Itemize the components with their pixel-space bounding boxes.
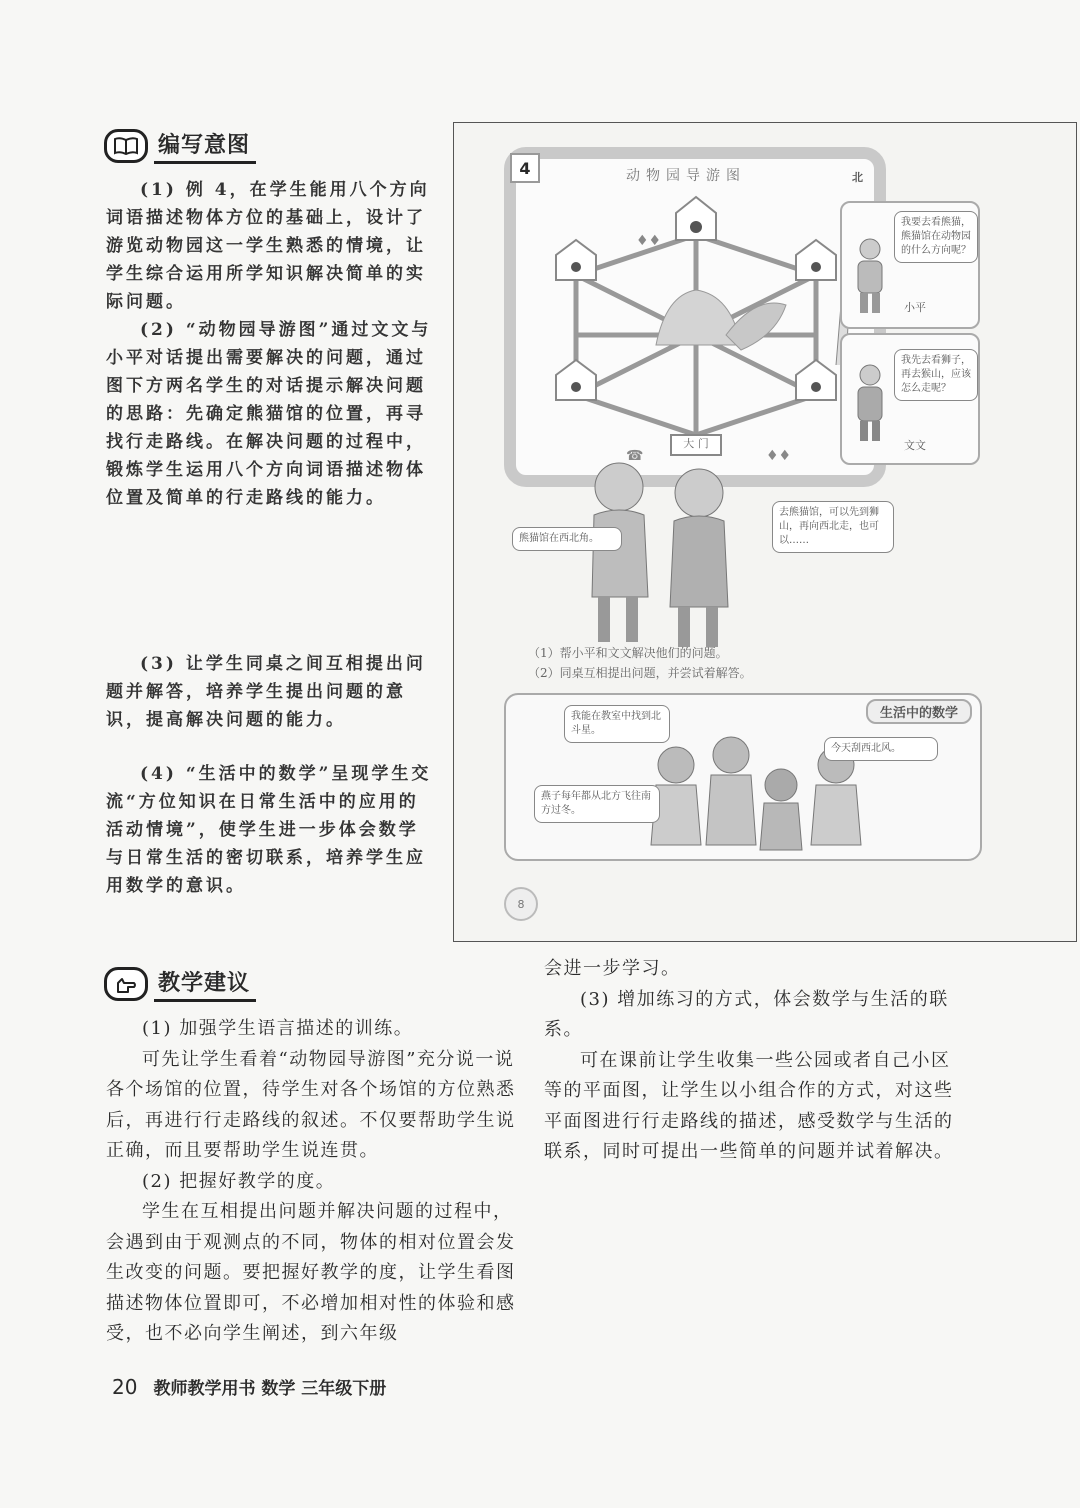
map-title: 动物园导游图	[626, 168, 746, 184]
intent-paragraph-3-wrap	[106, 650, 432, 734]
wenwen-name: 文文	[904, 439, 926, 452]
intent-paragraph-2: (2) “动物园导游图”通过文文与小平对话提出需要解决的问题，通过图下方两名学生的对话提示解决问题的思路：先确定熊猫馆的位置，再寻找行走路线。在解决问题的过程中，锻炼学生运用八个方向词语描述物体位置及简单的行走路线的能力。	[106, 320, 432, 508]
suggestion-right-column	[544, 954, 964, 1168]
north-label: 北	[852, 171, 863, 184]
intent-paragraph-4-wrap	[106, 760, 432, 900]
xiaoping-panel	[840, 201, 980, 329]
xiaoping-name: 小平	[904, 301, 926, 314]
life-math-panel	[504, 693, 982, 861]
life-math-title: 生活中的数学	[866, 699, 972, 724]
page-footer	[112, 1374, 386, 1399]
hand-pointer-icon	[104, 967, 148, 1001]
suggestion-right-paragraph-3: 可在课前让学生收集一些公园或者自己小区等的平面图，让学生以小组合作的方式，对这些平面图进行行走路线的描述，感受数学与生活的联系，同时可提出一些简单的问题并试着解决。	[544, 1049, 954, 1162]
suggestion-section-title: 教学建议	[154, 966, 256, 1002]
page-number: 20	[112, 1375, 138, 1399]
suggestion-left-paragraph-1: (1) 加强学生语言描述的训练。	[142, 1018, 414, 1039]
intent-section-title: 编写意图	[154, 128, 256, 164]
wenwen-panel	[840, 333, 980, 465]
intent-paragraph-4: (4) “生活中的数学”呈现学生交流“方位知识在日常生活中的应用的活动情境”，使学生进一步体会数学与日常生活的密切联系，培养学生应用数学的意识。	[106, 764, 432, 896]
suggestion-left-paragraph-2: 可先让学生看着“动物园导游图”充分说一说各个场馆的位置，待学生对各个场馆的方位熟悉后，再进行行走路线的叙述。不仅要帮助学生说正确，而且要帮助学生说连贯。	[106, 1048, 516, 1161]
two-kids-illustration	[574, 457, 744, 657]
left-kid-speech-bubble: 熊猫馆在西北角。	[512, 527, 622, 551]
open-book-icon	[104, 129, 148, 163]
wenwen-speech-bubble: 我先去看狮子，再去猴山，应该怎么走呢？	[894, 349, 978, 401]
suggestion-right-paragraph-1: 会进一步学习。	[544, 958, 681, 979]
example-number: 4	[519, 158, 531, 178]
suggestion-left-paragraph-3: (2) 把握好教学的度。	[142, 1170, 336, 1192]
svg-text:♦♦: ♦♦	[636, 233, 662, 249]
suggestion-left-column	[106, 1014, 524, 1350]
life-math-bubble-2: 今天刮西北风。	[824, 737, 938, 761]
suggestion-section-header	[104, 966, 256, 1002]
wenwen-figure-icon	[850, 361, 890, 445]
figure-page-badge: 8	[504, 887, 538, 921]
figure-question-1: （1）帮小平和文文解决他们的问题。	[528, 646, 728, 660]
right-kid-speech-bubble: 去熊猫馆，可以先到狮山，再向西北走，也可以……	[772, 501, 894, 553]
example-number-badge	[510, 153, 540, 183]
life-math-bubble-1: 我能在教室中找到北斗星。	[564, 705, 670, 743]
figure-questions	[528, 643, 752, 683]
intent-paragraph-1: (1) 例 4，在学生能用八个方向词语描述物体方位的基础上，设计了游览动物园这一学生熟悉的情境，让学生综合运用所学知识解决简单的实际问题。	[106, 180, 430, 312]
svg-text:☎: ☎	[626, 448, 644, 464]
suggestion-left-paragraph-4: 学生在互相提出问题并解决问题的过程中，会遇到由于观测点的不同，物体的相对位置会发生改变的问题。要把握好教学的度，让学生看图描述物体位置即可，不必增加相对性的体验和感受，也不必向学生阐述，到六年级	[106, 1201, 516, 1344]
zoo-map-drawing	[516, 185, 874, 475]
intent-paragraph-3: (3) 让学生同桌之间互相提出问题并解答，培养学生提出问题的意识，提高解决问题的能力。	[106, 654, 426, 730]
figure-question-2: （2）同桌互相提出问题，并尝试着解答。	[528, 666, 752, 680]
book-title: 教师教学用书 数学 三年级下册	[153, 1379, 387, 1399]
suggestion-right-paragraph-2: (3) 增加练习的方式，体会数学与生活的联系。	[544, 988, 949, 1040]
textbook-figure	[453, 122, 1077, 942]
svg-text:♦♦: ♦♦	[766, 448, 792, 464]
gate-label: 大 门	[683, 437, 709, 450]
life-math-bubble-3: 燕子每年都从北方飞往南方过冬。	[534, 785, 660, 823]
xiaoping-speech-bubble: 我要去看熊猫，熊猫馆在动物园的什么方向呢？	[894, 211, 978, 263]
zoo-map-frame	[504, 147, 886, 487]
xiaoping-figure-icon	[850, 235, 890, 315]
intent-paragraphs-upper	[106, 176, 432, 512]
intent-section-header	[104, 128, 256, 164]
